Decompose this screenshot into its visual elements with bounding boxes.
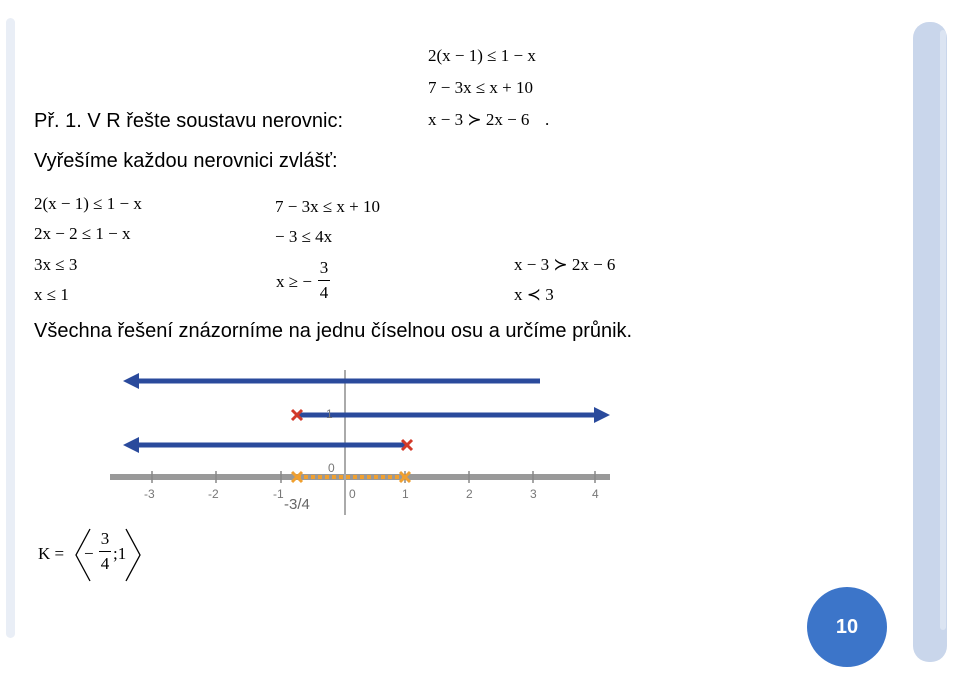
tick-label-1: 1	[402, 487, 409, 501]
summary-text: Všechna řešení znázorníme na jednu číselnou osu a určíme průnik.	[34, 320, 633, 342]
system-period: .	[545, 110, 550, 129]
tick-label-minus-3: -3	[144, 487, 155, 501]
tick-label-4: 4	[592, 487, 599, 501]
col1-line-3: 3x ≤ 3	[34, 255, 78, 274]
system-line-1: 2(x − 1) ≤ 1 − x	[428, 46, 536, 65]
result-minus: −	[84, 544, 94, 563]
result-rest: ;1	[113, 544, 127, 563]
col2-line-1: 7 − 3x ≤ x + 10	[275, 197, 381, 216]
tick-label-minus-1: -1	[273, 487, 284, 501]
x-ticks	[152, 415, 595, 483]
ray-arrow-left-1	[123, 373, 139, 389]
result-num: 3	[100, 529, 110, 548]
tick-label-3: 3	[530, 487, 537, 501]
system-line-3: x − 3 ≻ 2x − 6	[428, 110, 530, 129]
col2-fraction-bar	[318, 280, 330, 281]
number-line-figure	[105, 365, 615, 525]
exercise-title: Př. 1. V R řešte soustavu nerovnic:	[34, 110, 344, 132]
result-fraction	[99, 529, 111, 574]
ray-arrow-left-2	[123, 437, 139, 453]
y-tick-label-0: 0	[328, 461, 335, 475]
marker-label: -3/4	[284, 496, 310, 513]
ray-arrow-right	[594, 407, 610, 423]
tick-label-0: 0	[349, 487, 356, 501]
result-lhs: K =	[38, 544, 65, 563]
result-den: 4	[100, 554, 110, 573]
y-tick-label-1: 1	[326, 407, 333, 421]
right-decoration-inner	[940, 30, 946, 630]
tick-label-2: 2	[466, 487, 473, 501]
col1-line-4: x ≤ 1	[34, 285, 69, 304]
result-fraction-bar	[99, 551, 111, 552]
col2-line-2: − 3 ≤ 4x	[275, 227, 333, 246]
instruction-text: Vyřešíme každou nerovnici zvlášť:	[34, 150, 338, 172]
col3-line-1: x − 3 ≻ 2x − 6	[514, 255, 616, 274]
col2-fraction-den: 4	[319, 283, 329, 302]
col3-line-2: x ≺ 3	[514, 285, 554, 304]
col2-line-3: x ≥ −	[276, 272, 312, 291]
col2-fraction-num: 3	[319, 258, 329, 277]
col1-line-2: 2x − 2 ≤ 1 − x	[34, 224, 131, 243]
system-line-2: 7 − 3x ≤ x + 10	[428, 78, 534, 97]
tick-label-minus-2: -2	[208, 487, 219, 501]
left-decoration	[6, 18, 15, 638]
col1-line-1: 2(x − 1) ≤ 1 − x	[34, 194, 142, 213]
page-number-badge: 10	[807, 587, 887, 667]
col2-fraction	[318, 258, 330, 303]
